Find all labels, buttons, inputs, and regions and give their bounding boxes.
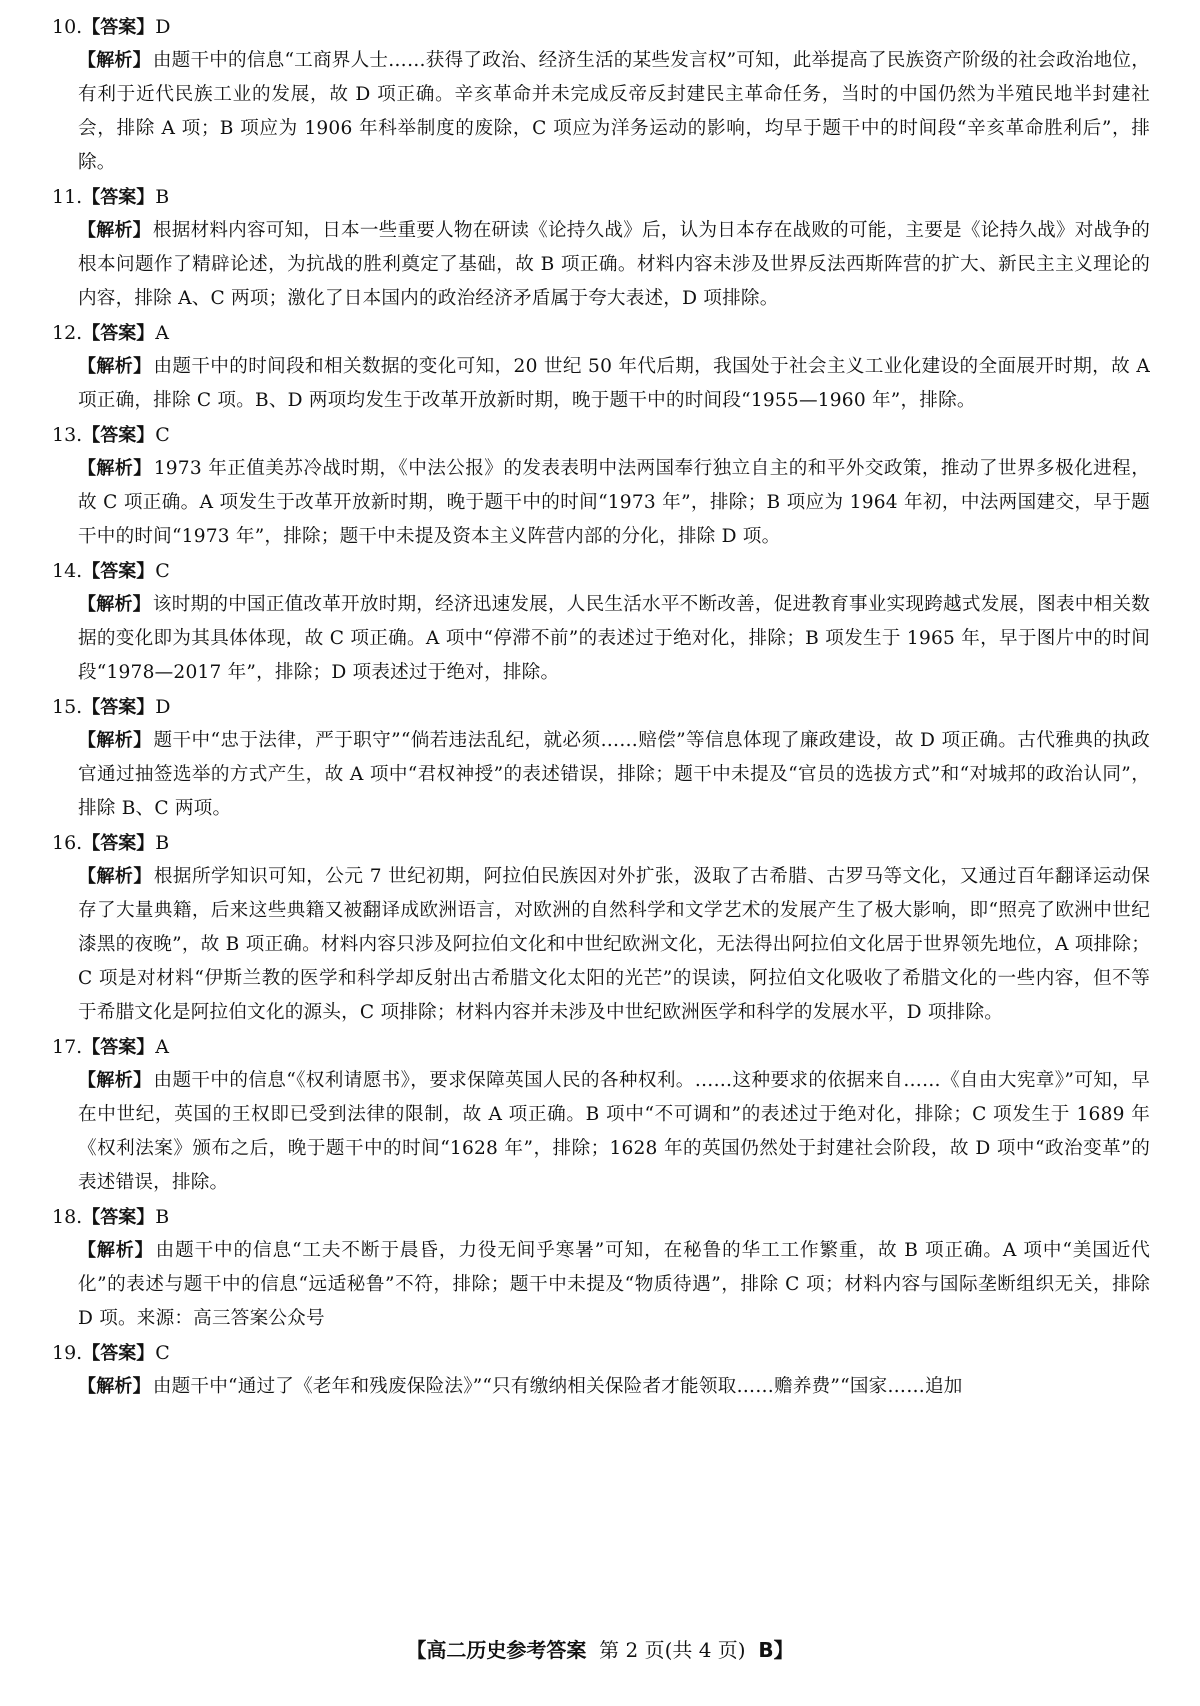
analysis-text: 该时期的中国正值改革开放时期，经济迅速发展，人民生活水平不断改善，促进教育事业实现跨越式发展，图表中相关数据的变化即为其具体体现，故 C 项正确。A 项中“停滞不前”的表述过于绝对化，排除；B 项发生于 1965 年，早于图片中的时间段“1978—2017 年”，排除；D 项表述过于绝对，排除。 [78,594,1150,683]
analysis-text: 由题干中的时间段和相关数据的变化可知，20 世纪 50 年代后期，我国处于社会主义工业化建设的全面展开时期，故 A 项正确，排除 C 项。B、D 两项均发生于改革开放新时期，晚于题干中的时间段“1955—1960 年”，排除。 [78,356,1150,411]
answer-line [52,10,1150,44]
analysis-paragraph [78,214,1150,316]
analysis-label: 【解析】 [78,1376,151,1397]
question-number: 14. [52,560,83,582]
answer-label: 【答案】 [82,323,155,344]
footer-version: B】 [758,1638,794,1662]
analysis-label: 【解析】 [78,594,151,615]
analysis-label: 【解析】 [78,356,152,377]
page-footer [0,1632,1200,1668]
question-number: 18. [52,1206,83,1228]
analysis-paragraph [78,1064,1150,1200]
answer-choice: D [155,16,171,38]
analysis-paragraph [78,860,1150,1030]
question-list [52,10,1150,1404]
question-number: 13. [52,424,83,446]
analysis-text: 题干中“忠于法律，严于职守”“倘若违法乱纪，就必须……赔偿”等信息体现了廉政建设，故 D 项正确。古代雅典的执政官通过抽签选举的方式产生，故 A 项中“君权神授”的表述错误，排除；题干中未提及“官员的选拔方式”和“对城邦的政治认同”，排除 B、C 两项。 [78,730,1150,819]
question-number: 12. [52,322,83,344]
analysis-label: 【解析】 [78,458,152,479]
analysis-paragraph [78,452,1150,554]
question-block [52,554,1150,690]
analysis-text: 由题干中“通过了《老年和残废保险法》”“只有缴纳相关保险者才能领取……赡养费”“国家……追加 [152,1376,963,1397]
answer-line [52,1030,1150,1064]
question-block [52,1336,1150,1404]
footer-page-number: 第 2 页(共 4 页) [599,1638,746,1662]
answer-label: 【答案】 [82,425,155,446]
analysis-label: 【解析】 [78,866,152,887]
analysis-text: 根据所学知识可知，公元 7 世纪初期，阿拉伯民族因对外扩张，汲取了古希腊、古罗马等文化，又通过百年翻译运动保存了大量典籍，后来这些典籍又被翻译成欧洲语言，对欧洲的自然科学和文学艺术的发展产生了极大影响，即“照亮了欧洲中世纪漆黑的夜晚”，故 B 项正确。材料内容只涉及阿拉伯文化和中世纪欧洲文化，无法得出阿拉伯文化居于世界领先地位，A 项排除；C 项是对材料“伊斯兰教的医学和科学却反射出古希腊文化太阳的光芒”的误读，阿拉伯文化吸收了希腊文化的一些内容，但不等于希腊文化是阿拉伯文化的源头，C 项排除；材料内容并未涉及中世纪欧洲医学和科学的发展水平，D 项排除。 [78,866,1150,1023]
question-number: 17. [52,1036,83,1058]
answer-key-page [52,10,1150,1630]
answer-line [52,1200,1150,1234]
answer-label: 【答案】 [82,1037,155,1058]
analysis-paragraph [78,44,1150,180]
answer-line [52,690,1150,724]
question-block [52,418,1150,554]
answer-choice: C [155,424,170,446]
answer-choice: A [155,322,169,344]
answer-label: 【答案】 [82,17,155,38]
answer-label: 【答案】 [82,1343,155,1364]
analysis-label: 【解析】 [78,1240,154,1261]
question-number: 15. [52,696,83,718]
answer-choice: B [155,832,170,854]
answer-label: 【答案】 [82,187,155,208]
question-number: 19. [52,1342,83,1364]
question-block [52,316,1150,418]
answer-choice: A [155,1036,169,1058]
answer-label: 【答案】 [82,833,155,854]
answer-line [52,826,1150,860]
analysis-text: 由题干中的信息“工夫不断于晨昏，力役无间乎寒暑”可知，在秘鲁的华工工作繁重，故 B 项正确。A 项中“美国近代化”的表述与题干中的信息“远适秘鲁”不符，排除；题干中未提及“物质待遇”，排除 C 项；材料内容与国际垄断组织无关，排除 D 项。来源：高三答案公众号 [78,1240,1151,1329]
question-block [52,690,1150,826]
analysis-label: 【解析】 [78,1070,152,1091]
analysis-text: 由题干中的信息“《权利请愿书》，要求保障英国人民的各种权利。……这种要求的依据来自……《自由大宪章》”可知，早在中世纪，英国的王权即已受到法律的限制，故 A 项正确。B 项中“不可调和”的表述过于绝对化，排除；C 项发生于 1689 年《权利法案》颁布之后，晚于题干中的时间“1628 年”，排除；1628 年的英国仍然处于封建社会阶段，故 D 项中“政治变革”的表述错误，排除。 [78,1070,1150,1193]
question-block [52,1030,1150,1200]
answer-choice: C [155,1342,170,1364]
answer-choice: C [155,560,170,582]
answer-choice: D [155,696,171,718]
question-block [52,10,1150,180]
answer-label: 【答案】 [82,561,155,582]
answer-line [52,554,1150,588]
answer-choice: B [155,186,170,208]
analysis-label: 【解析】 [78,50,151,71]
answer-label: 【答案】 [82,697,155,718]
analysis-paragraph [78,724,1150,826]
analysis-paragraph [78,1234,1150,1336]
answer-choice: B [155,1206,170,1228]
answer-line [52,418,1150,452]
analysis-paragraph [78,1370,1150,1404]
analysis-text: 由题干中的信息“工商界人士……获得了政治、经济生活的某些发言权”可知，此举提高了民族资产阶级的社会政治地位，有利于近代民族工业的发展，故 D 项正确。辛亥革命并未完成反帝反封建民主革命任务，当时的中国仍然为半殖民地半封建社会，排除 A 项；B 项应为 1906 年科举制度的废除，C 项应为洋务运动的影响，均早于题干中的时间段“辛亥革命胜利后”，排除。 [78,50,1150,173]
answer-line [52,316,1150,350]
question-block [52,826,1150,1030]
question-block [52,1200,1150,1336]
answer-label: 【答案】 [82,1207,155,1228]
analysis-label: 【解析】 [78,220,151,241]
answer-line [52,180,1150,214]
analysis-paragraph [78,588,1150,690]
footer-title: 【高二历史参考答案 [406,1638,587,1662]
analysis-paragraph [78,350,1150,418]
analysis-label: 【解析】 [78,730,152,751]
analysis-text: 1973 年正值美苏冷战时期，《中法公报》的发表表明中法两国奉行独立自主的和平外交政策，推动了世界多极化进程，故 C 项正确。A 项发生于改革开放新时期，晚于题干中的时间“1973 年”，排除；B 项应为 1964 年初，中法两国建交，早于题干中的时间“1973 年”，排除；题干中未提及资本主义阵营内部的分化，排除 D 项。 [78,458,1150,547]
question-number: 10. [52,16,83,38]
question-number: 11. [52,186,83,208]
question-number: 16. [52,832,83,854]
answer-line [52,1336,1150,1370]
analysis-text: 根据材料内容可知，日本一些重要人物在研读《论持久战》后，认为日本存在战败的可能，主要是《论持久战》对战争的根本问题作了精辟论述，为抗战的胜利奠定了基础，故 B 项正确。材料内容未涉及世界反法西斯阵营的扩大、新民主主义理论的内容，排除 A、C 两项；激化了日本国内的政治经济矛盾属于夸大表述，D 项排除。 [78,220,1150,309]
question-block [52,180,1150,316]
